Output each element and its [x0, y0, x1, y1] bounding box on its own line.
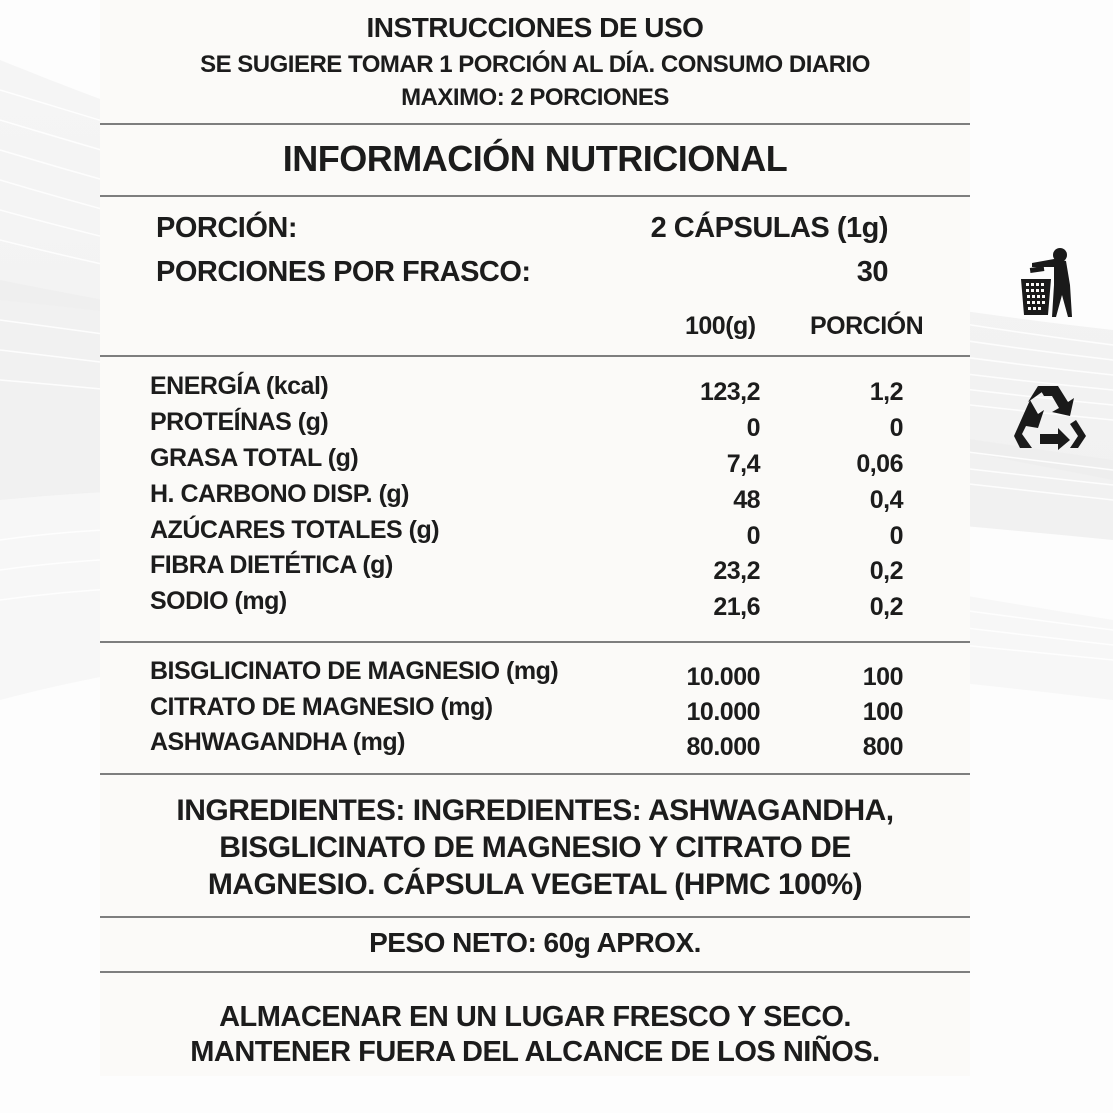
nutrient-label: PROTEÍNAS (g) — [150, 408, 329, 436]
nutrient-value-per100g: 0 — [746, 414, 760, 442]
column-header-per100g: 100(g) — [685, 312, 756, 340]
nutrient-value-per100g: 21,6 — [713, 593, 760, 621]
nutrient-value-per-portion: 0,06 — [856, 450, 903, 478]
storage-line: ALMACENAR EN UN LUGAR FRESCO Y SECO. — [219, 1001, 851, 1033]
nutrition-label-panel — [100, 0, 970, 1076]
nutrient-value-per-portion: 0 — [889, 522, 903, 550]
portion-value: 2 CÁPSULAS (1g) — [650, 212, 888, 244]
column-header-per-portion: PORCIÓN — [810, 312, 924, 340]
divider — [100, 195, 970, 197]
nutrient-value-per-portion: 1,2 — [869, 378, 903, 406]
active-value-per-portion: 100 — [862, 663, 903, 691]
instructions-max-dose: MAXIMO: 2 PORCIONES — [401, 84, 669, 111]
dispose-in-trash-icon — [1020, 245, 1078, 320]
instructions-dosage: SE SUGIERE TOMAR 1 PORCIÓN AL DÍA. CONSUMO DIARIO — [200, 51, 870, 78]
nutrient-value-per100g: 48 — [733, 486, 760, 514]
storage-warning — [100, 1000, 970, 1070]
nutrient-label: GRASA TOTAL (g) — [150, 444, 359, 472]
active-label: BISGLICINATO DE MAGNESIO (mg) — [150, 657, 559, 685]
divider — [100, 641, 970, 643]
nutrient-value-per-portion: 0 — [889, 414, 903, 442]
ingredients-line: INGREDIENTES: INGREDIENTES: ASHWAGANDHA, — [176, 794, 894, 827]
nutrient-value-per100g: 7,4 — [726, 450, 760, 478]
active-label: ASHWAGANDHA (mg) — [150, 728, 405, 756]
nutrient-value-per100g: 0 — [746, 522, 760, 550]
active-value-per100g: 80.000 — [686, 733, 760, 761]
divider — [100, 355, 970, 357]
portion-label: PORCIÓN: — [156, 212, 297, 244]
active-label: CITRATO DE MAGNESIO (mg) — [150, 693, 493, 721]
ingredients-text — [100, 792, 970, 903]
divider — [100, 916, 970, 918]
nutrition-title: INFORMACIÓN NUTRICIONAL — [282, 138, 788, 179]
nutrient-label: ENERGÍA (kcal) — [150, 372, 329, 400]
nutrient-value-per-portion: 0,2 — [869, 593, 903, 621]
nutrient-label: SODIO (mg) — [150, 587, 287, 615]
nutrient-value-per-portion: 0,2 — [869, 557, 903, 585]
servings-per-container-value: 30 — [856, 256, 888, 288]
recycle-icon — [1012, 382, 1088, 452]
ingredients-line: MAGNESIO. CÁPSULA VEGETAL (HPMC 100%) — [207, 868, 863, 901]
nutrient-label: AZÚCARES TOTALES (g) — [150, 516, 440, 544]
servings-per-container-label: PORCIONES POR FRASCO: — [156, 256, 531, 288]
active-value-per-portion: 100 — [862, 698, 903, 726]
nutrient-label: H. CARBONO DISP. (g) — [150, 480, 409, 508]
divider — [100, 123, 970, 125]
divider — [100, 773, 970, 775]
nutrient-value-per100g: 23,2 — [713, 557, 760, 585]
storage-line: MANTENER FUERA DEL ALCANCE DE LOS NIÑOS. — [190, 1036, 880, 1068]
active-value-per100g: 10.000 — [686, 663, 760, 691]
active-value-per-portion: 800 — [862, 733, 903, 761]
divider — [100, 971, 970, 973]
active-value-per100g: 10.000 — [686, 698, 760, 726]
nutrient-value-per100g: 123,2 — [699, 378, 760, 406]
ingredients-line: BISGLICINATO DE MAGNESIO Y CITRATO DE — [219, 831, 851, 864]
nutrient-label: FIBRA DIETÉTICA (g) — [150, 551, 393, 579]
net-weight: PESO NETO: 60g APROX. — [369, 927, 701, 958]
nutrient-value-per-portion: 0,4 — [869, 486, 903, 514]
instructions-title: INSTRUCCIONES DE USO — [366, 12, 704, 43]
